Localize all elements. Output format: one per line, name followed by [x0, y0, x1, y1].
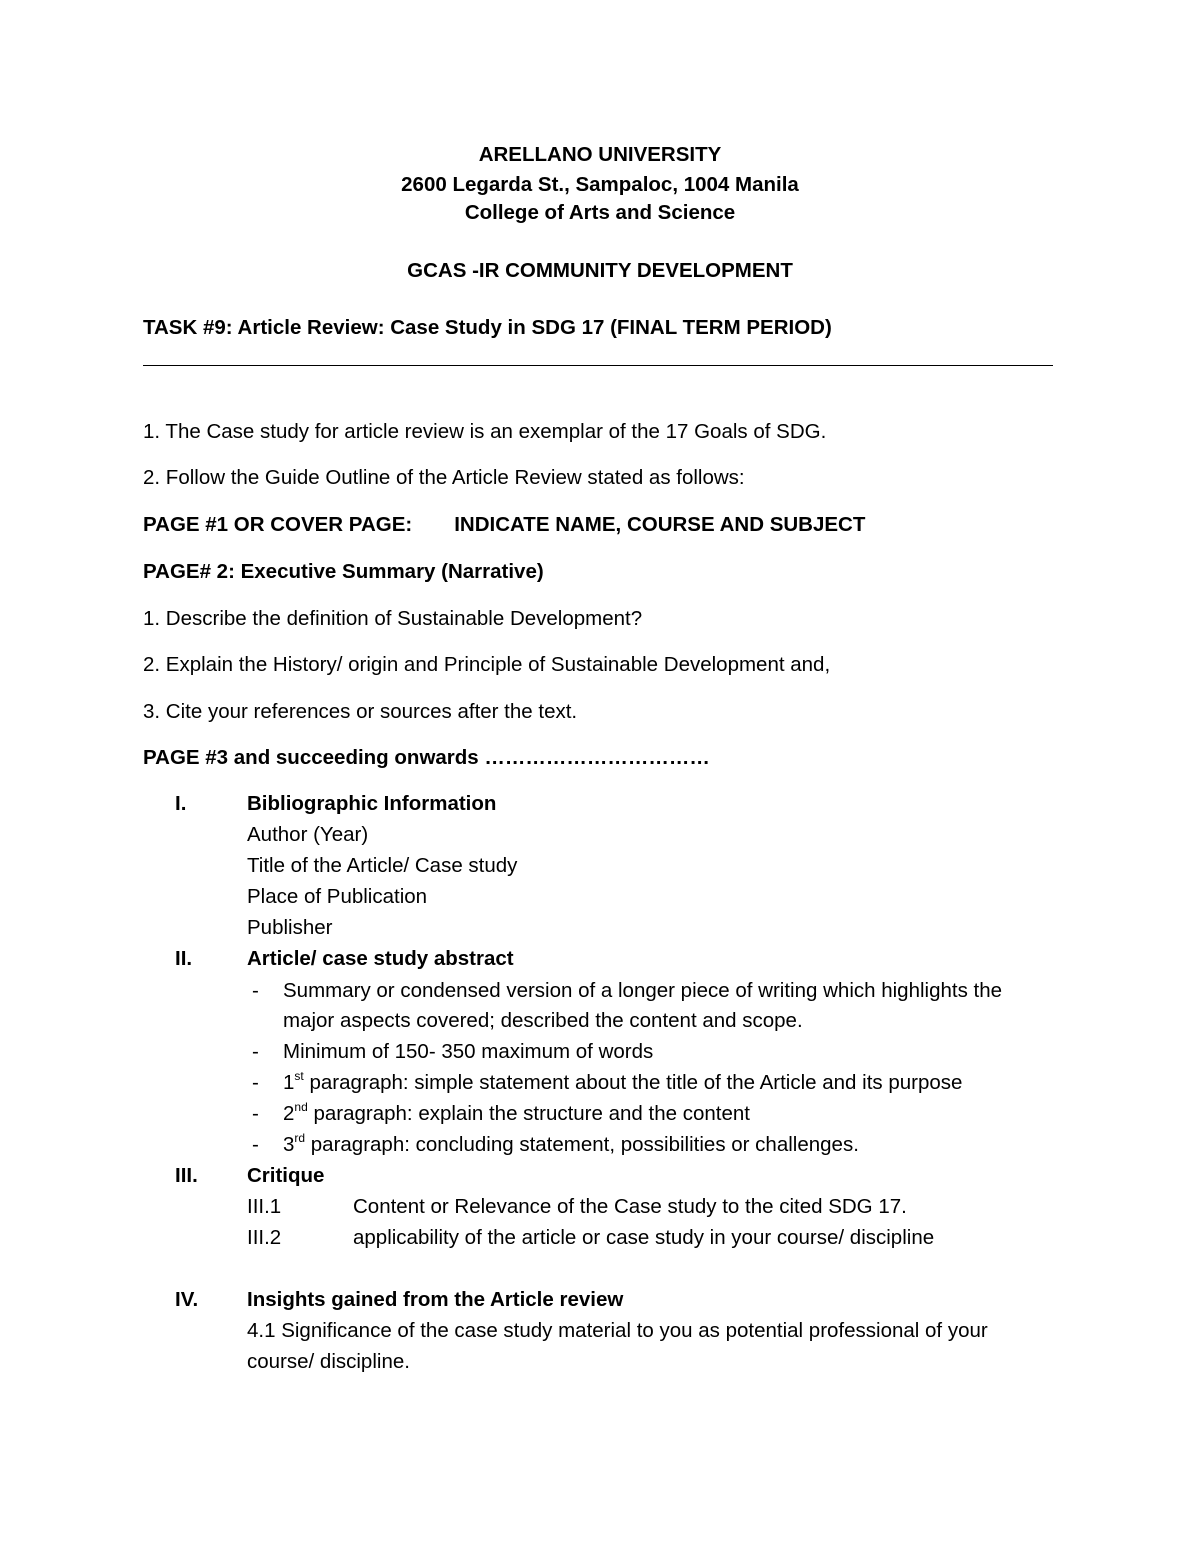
bullet-dash: -: [252, 1102, 259, 1125]
page1-text: INDICATE NAME, COURSE AND SUBJECT: [454, 513, 866, 536]
page2-heading: PAGE# 2: Executive Summary (Narrative): [143, 560, 544, 583]
bullet-dash: -: [252, 1071, 259, 1094]
section-2-number: II.: [175, 947, 193, 970]
section-2-title: Article/ case study abstract: [247, 947, 514, 970]
abstract-bullet-4: [283, 1102, 750, 1126]
biblio-item: Place of Publication: [247, 885, 428, 908]
section-3-title: Critique: [247, 1164, 325, 1187]
bullet-text: paragraph: simple statement about the title of the Article and its purpose: [303, 1071, 963, 1094]
biblio-item: Publisher: [247, 916, 333, 939]
page1-line: [143, 513, 865, 537]
bullet-dash: -: [252, 1133, 259, 1156]
bullet-dash: -: [252, 979, 259, 1002]
task-title: TASK #9: Article Review: Case Study in SDG 17 (FINAL TERM PERIOD): [143, 316, 832, 339]
page2-item-2: 2. Explain the History/ origin and Principle of Sustainable Development and,: [143, 653, 831, 676]
instruction-2: 2. Follow the Guide Outline of the Article Review stated as follows:: [143, 466, 745, 489]
course-title: GCAS -IR COMMUNITY DEVELOPMENT: [407, 259, 793, 282]
bullet-text: paragraph: concluding statement, possibilities or challenges.: [305, 1133, 859, 1156]
ordinal-suffix: st: [294, 1069, 304, 1083]
biblio-item: Author (Year): [247, 823, 369, 846]
abstract-bullet-1-cont: major aspects covered; described the content and scope.: [283, 1009, 803, 1032]
section-4-number: IV.: [175, 1288, 199, 1311]
critique-1-code: III.1: [247, 1195, 282, 1218]
critique-1-text: Content or Relevance of the Case study to the cited SDG 17.: [353, 1195, 907, 1218]
instruction-1: 1. The Case study for article review is an exemplar of the 17 Goals of SDG.: [143, 420, 827, 443]
abstract-bullet-3: [283, 1071, 962, 1095]
ordinal-number: 2: [283, 1102, 295, 1125]
critique-2-text: applicability of the article or case study in your course/ discipline: [353, 1226, 935, 1249]
ordinal-suffix: nd: [294, 1100, 308, 1114]
page2-item-1: 1. Describe the definition of Sustainable Development?: [143, 607, 643, 630]
ordinal-suffix: rd: [294, 1131, 306, 1145]
biblio-item: Title of the Article/ Case study: [247, 854, 518, 877]
section-1-title: Bibliographic Information: [247, 792, 497, 815]
section-3-number: III.: [175, 1164, 198, 1187]
section-4-title: Insights gained from the Article review: [247, 1288, 624, 1311]
page3-heading: PAGE #3 and succeeding onwards ……………………………: [143, 746, 710, 769]
ordinal-number: 1: [283, 1071, 295, 1094]
bullet-text: paragraph: explain the structure and the content: [307, 1102, 750, 1125]
page2-item-3: 3. Cite your references or sources after the text.: [143, 700, 578, 723]
page1-label: PAGE #1 OR COVER PAGE:: [143, 513, 413, 536]
university-name: ARELLANO UNIVERSITY: [478, 143, 722, 166]
divider-line: [143, 365, 1053, 366]
insights-text: 4.1 Significance of the case study material to you as potential professional of your: [247, 1319, 988, 1342]
section-1-number: I.: [175, 792, 187, 815]
abstract-bullet-5: [283, 1133, 859, 1157]
critique-2-code: III.2: [247, 1226, 282, 1249]
insights-text-cont: course/ discipline.: [247, 1350, 410, 1373]
abstract-bullet-2: Minimum of 150- 350 maximum of words: [283, 1040, 654, 1063]
ordinal-number: 3: [283, 1133, 295, 1156]
college-name: College of Arts and Science: [464, 201, 736, 224]
bullet-dash: -: [252, 1040, 259, 1063]
university-address: 2600 Legarda St., Sampaloc, 1004 Manila: [401, 173, 799, 196]
abstract-bullet-1: Summary or condensed version of a longer piece of writing which highlights the: [283, 979, 1003, 1002]
